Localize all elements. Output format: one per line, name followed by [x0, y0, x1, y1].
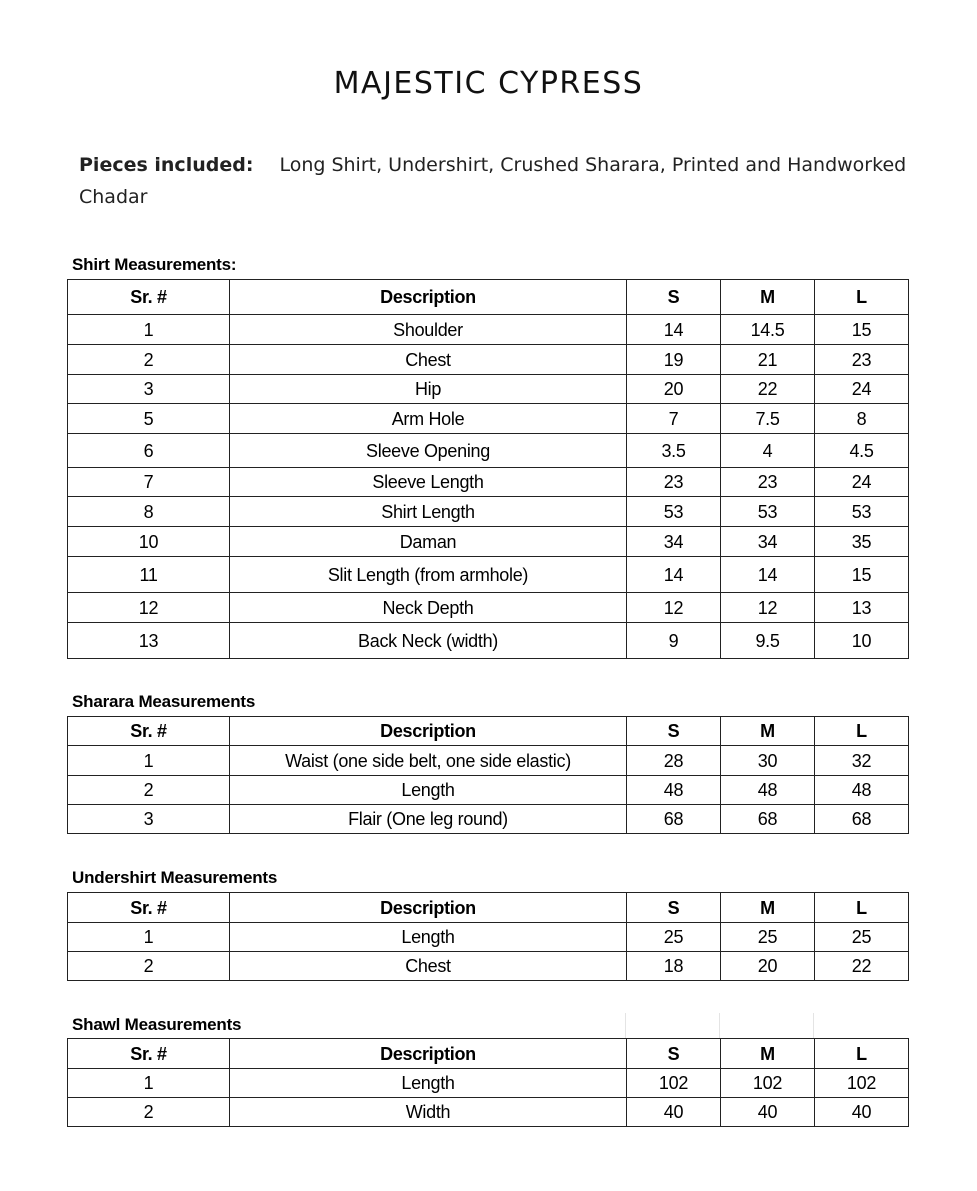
header-s: S: [627, 280, 721, 315]
cell-s: 53: [627, 497, 721, 527]
table-row: [68, 468, 909, 497]
cell-s: 19: [627, 345, 721, 375]
cell-s: 7: [627, 404, 721, 434]
cell-s: 12: [627, 593, 721, 623]
cell-s: 102: [627, 1069, 721, 1098]
sharara-section-title: Sharara Measurements: [72, 692, 256, 711]
table-row: [68, 776, 909, 805]
cell-l: 4.5: [815, 434, 909, 468]
cell-description: Shirt Length: [230, 497, 627, 527]
cell-l: 15: [815, 315, 909, 345]
cell-s: 3.5: [627, 434, 721, 468]
table-row: [68, 1069, 909, 1098]
header-description: Description: [230, 280, 627, 315]
cell-s: 25: [627, 923, 721, 952]
cell-m: 4: [721, 434, 815, 468]
cell-sr: 12: [68, 593, 230, 623]
cell-sr: 11: [68, 557, 230, 593]
table-header-row: [68, 893, 909, 923]
table-row: [68, 1098, 909, 1127]
cell-l: 24: [815, 375, 909, 404]
header-sr: Sr. #: [68, 1039, 230, 1069]
shawl-measurements-table: [67, 1038, 909, 1127]
table-row: [68, 557, 909, 593]
cell-m: 102: [721, 1069, 815, 1098]
header-s: S: [627, 893, 721, 923]
cell-s: 14: [627, 557, 721, 593]
table-row: [68, 952, 909, 981]
cell-s: 18: [627, 952, 721, 981]
cell-description: Length: [230, 1069, 627, 1098]
shawl-section-title: Shawl Measurements: [72, 1015, 242, 1034]
cell-m: 68: [721, 805, 815, 834]
header-m: M: [721, 1039, 815, 1069]
header-m: M: [721, 717, 815, 746]
header-s: S: [627, 1039, 721, 1069]
cell-l: 24: [815, 468, 909, 497]
cell-s: 48: [627, 776, 721, 805]
undershirt-section-title: Undershirt Measurements: [72, 868, 278, 887]
cell-description: Back Neck (width): [230, 623, 627, 659]
cell-description: Flair (One leg round): [230, 805, 627, 834]
faint-divider: [813, 1013, 814, 1038]
header-m: M: [721, 280, 815, 315]
cell-l: 22: [815, 952, 909, 981]
cell-sr: 3: [68, 375, 230, 404]
cell-sr: 8: [68, 497, 230, 527]
pieces-value: Long Shirt, Undershirt, Crushed Sharara, Printed and Handworked Chadar: [79, 154, 907, 208]
table-header-row: [68, 1039, 909, 1069]
cell-s: 68: [627, 805, 721, 834]
cell-sr: 2: [68, 776, 230, 805]
header-l: L: [815, 893, 909, 923]
table-row: [68, 623, 909, 659]
cell-description: Sleeve Length: [230, 468, 627, 497]
header-description: Description: [230, 717, 627, 746]
cell-s: 9: [627, 623, 721, 659]
header-description: Description: [230, 893, 627, 923]
cell-l: 15: [815, 557, 909, 593]
table-row: [68, 434, 909, 468]
table-row: [68, 404, 909, 434]
table-header-row: [68, 717, 909, 746]
pieces-included: [79, 149, 909, 213]
cell-description: Sleeve Opening: [230, 434, 627, 468]
faint-divider: [625, 1013, 626, 1038]
cell-m: 14: [721, 557, 815, 593]
header-l: L: [815, 280, 909, 315]
faint-divider: [719, 1013, 720, 1038]
cell-l: 8: [815, 404, 909, 434]
cell-s: 34: [627, 527, 721, 557]
header-l: L: [815, 717, 909, 746]
cell-sr: 1: [68, 315, 230, 345]
cell-sr: 1: [68, 923, 230, 952]
header-m: M: [721, 893, 815, 923]
cell-m: 7.5: [721, 404, 815, 434]
cell-l: 40: [815, 1098, 909, 1127]
cell-description: Waist (one side belt, one side elastic): [230, 746, 627, 776]
cell-description: Neck Depth: [230, 593, 627, 623]
cell-l: 35: [815, 527, 909, 557]
cell-l: 32: [815, 746, 909, 776]
cell-sr: 5: [68, 404, 230, 434]
cell-s: 40: [627, 1098, 721, 1127]
header-description: Description: [230, 1039, 627, 1069]
cell-m: 14.5: [721, 315, 815, 345]
sharara-measurements-table: [67, 716, 909, 834]
cell-m: 23: [721, 468, 815, 497]
cell-m: 48: [721, 776, 815, 805]
cell-l: 10: [815, 623, 909, 659]
cell-sr: 2: [68, 952, 230, 981]
cell-s: 14: [627, 315, 721, 345]
cell-m: 53: [721, 497, 815, 527]
cell-l: 53: [815, 497, 909, 527]
cell-m: 20: [721, 952, 815, 981]
header-s: S: [627, 717, 721, 746]
cell-description: Chest: [230, 952, 627, 981]
cell-l: 48: [815, 776, 909, 805]
cell-m: 22: [721, 375, 815, 404]
cell-description: Hip: [230, 375, 627, 404]
cell-sr: 13: [68, 623, 230, 659]
cell-sr: 1: [68, 1069, 230, 1098]
cell-m: 40: [721, 1098, 815, 1127]
cell-sr: 10: [68, 527, 230, 557]
cell-description: Length: [230, 776, 627, 805]
undershirt-measurements-table: [67, 892, 909, 981]
cell-sr: 1: [68, 746, 230, 776]
cell-m: 30: [721, 746, 815, 776]
table-header-row: [68, 280, 909, 315]
cell-l: 68: [815, 805, 909, 834]
cell-sr: 7: [68, 468, 230, 497]
table-row: [68, 527, 909, 557]
cell-m: 25: [721, 923, 815, 952]
header-l: L: [815, 1039, 909, 1069]
cell-s: 28: [627, 746, 721, 776]
shirt-section-title: Shirt Measurements:: [72, 255, 237, 274]
table-row: [68, 923, 909, 952]
cell-m: 12: [721, 593, 815, 623]
cell-m: 34: [721, 527, 815, 557]
cell-l: 25: [815, 923, 909, 952]
cell-sr: 2: [68, 345, 230, 375]
cell-m: 9.5: [721, 623, 815, 659]
table-row: [68, 315, 909, 345]
cell-l: 23: [815, 345, 909, 375]
header-sr: Sr. #: [68, 893, 230, 923]
cell-sr: 3: [68, 805, 230, 834]
cell-description: Chest: [230, 345, 627, 375]
table-row: [68, 375, 909, 404]
cell-m: 21: [721, 345, 815, 375]
shirt-measurements-table: [67, 279, 909, 659]
cell-sr: 2: [68, 1098, 230, 1127]
cell-description: Shoulder: [230, 315, 627, 345]
cell-description: Slit Length (from armhole): [230, 557, 627, 593]
cell-l: 102: [815, 1069, 909, 1098]
cell-description: Daman: [230, 527, 627, 557]
cell-description: Width: [230, 1098, 627, 1127]
pieces-label: Pieces included:: [79, 154, 254, 176]
table-row: [68, 593, 909, 623]
header-sr: Sr. #: [68, 717, 230, 746]
cell-l: 13: [815, 593, 909, 623]
cell-s: 20: [627, 375, 721, 404]
page-title: MAJESTIC CYPRESS: [333, 66, 644, 101]
cell-description: Length: [230, 923, 627, 952]
header-sr: Sr. #: [68, 280, 230, 315]
table-row: [68, 497, 909, 527]
table-row: [68, 345, 909, 375]
table-row: [68, 805, 909, 834]
table-row: [68, 746, 909, 776]
cell-s: 23: [627, 468, 721, 497]
cell-sr: 6: [68, 434, 230, 468]
cell-description: Arm Hole: [230, 404, 627, 434]
